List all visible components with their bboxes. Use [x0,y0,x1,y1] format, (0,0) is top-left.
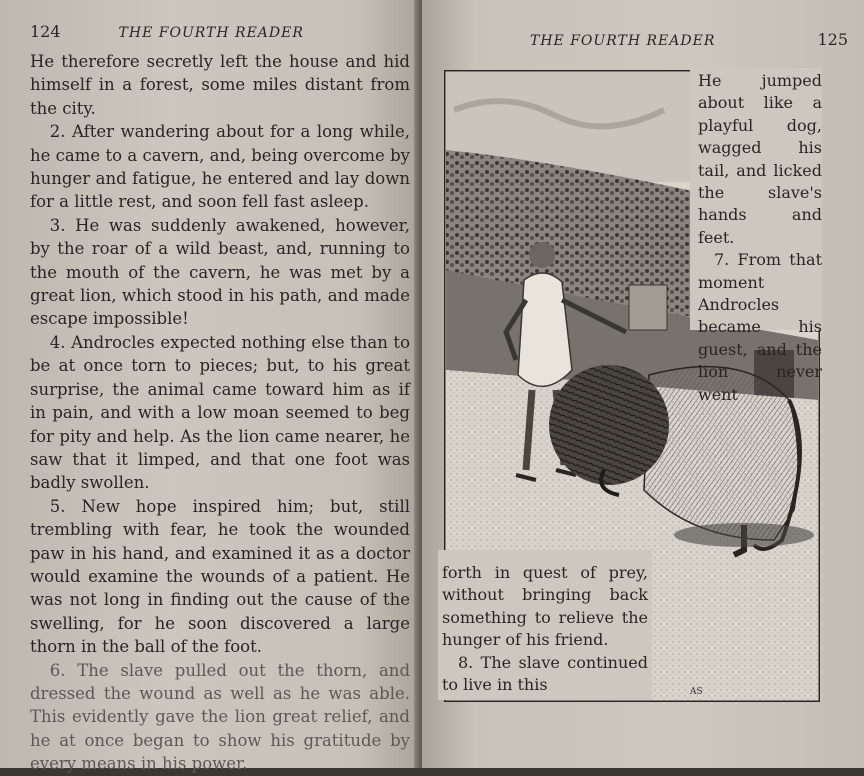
side-paragraph-1: He jumped about like a playful dog, wagged his tail, and licked the slave's hands and feet. [698,71,822,247]
running-title-left: THE FOURTH READER [118,25,304,41]
paragraph-2: 2. After wandering about for a long while, he came to a cavern, and, being overcome by hunger and fatigue, he entered and lay down for a little rest, and soon fell fast asleep. [30,122,410,212]
illustration-monogram: AS [690,687,703,697]
running-title-right: THE FOURTH READER [530,33,716,49]
paragraph-1: He therefore secretly left the house and hid himself in a forest, some miles distant from the city. [30,52,410,118]
paragraph-3: 3. He was suddenly awakened, however, by the roar of a wild beast, and, running to the mouth of the cavern, he was met by a great lion, which stood in his path, and made escape impossible! [30,215,410,329]
paragraph-4: 4. Androcles expected nothing else than to be at once torn to pieces; but, to his great surprise, the animal came toward him as if in pain, and with a low moan seemed to beg for pity and help. As the lion came nearer, he saw that it limped, and that one foot was badly swollen. [30,332,410,493]
page-number-right: 125 [817,30,848,49]
side-paragraph-2: 7. From that moment Androcles became his guest, and the lion never went [698,250,822,404]
left-page [0,0,420,774]
running-head-left [30,22,414,50]
left-page-text [30,50,410,776]
running-head-right [530,30,848,58]
right-side-column [690,68,822,404]
bottom-paragraph-1: forth in quest of prey, without bringing back something to relieve the hunger of his friend. [442,563,648,650]
paragraph-5: 5. New hope inspired him; but, still trembling with fear, he took the wounded paw in his hand, and examined it as a doctor would examine the wounds of a patient. He was not long in finding out the cause of the swelling, for he soon discovered a large thorn in the ball of the foot. [30,496,410,657]
paragraph-6: 6. The slave pulled out the thorn, and dressed the wound as well as he was able. This evidently gave the lion great relief, and he at once began to show his gratitude by every means in his power. [30,660,410,774]
right-page [422,0,864,768]
bottom-paragraph-2: 8. The slave continued to live in this [442,652,648,695]
page-number-left: 124 [30,22,61,41]
right-bottom-column [438,550,652,700]
